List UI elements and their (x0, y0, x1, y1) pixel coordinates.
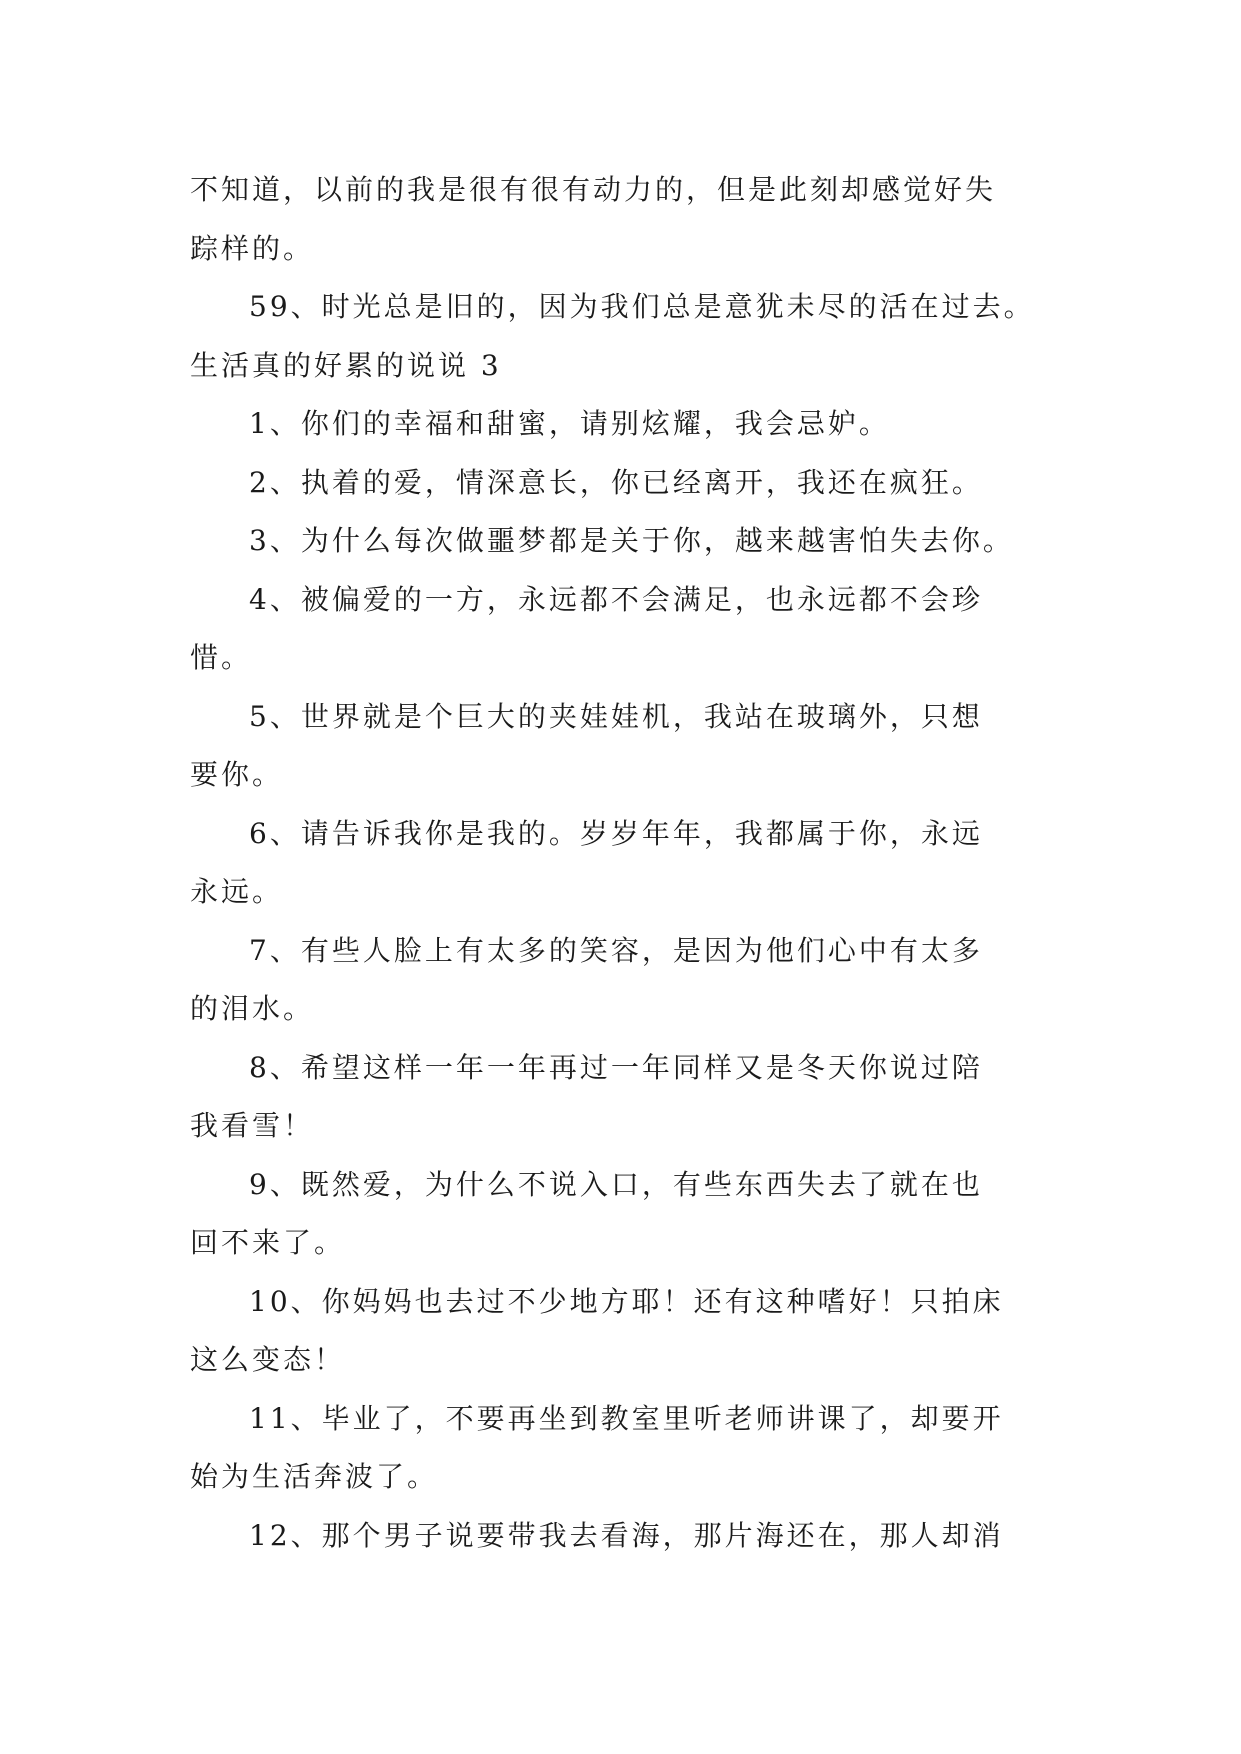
text-line: 始为生活奔波了。 (190, 1460, 439, 1493)
text-line: 7、有些人脸上有太多的笑容，是因为他们心中有太多 (249, 933, 983, 967)
text-line: 5、世界就是个巨大的夹娃娃机，我站在玻璃外，只想 (249, 699, 983, 733)
text-line: 踪样的。 (190, 231, 315, 265)
text-line: 4、被偏爱的一方，永远都不会满足，也永远都不会珍 (249, 582, 983, 616)
text-line: 9、既然爱，为什么不说入口，有些东西失去了就在也 (249, 1167, 983, 1201)
text-line: 1、你们的幸福和甜蜜，请别炫耀，我会忌妒。 (249, 407, 890, 440)
text-line: 要你。 (190, 758, 284, 791)
text-line: 回不来了。 (190, 1226, 346, 1259)
text-line: 我看雪！ (190, 1109, 315, 1142)
text-line: 8、希望这样一年一年再过一年同样又是冬天你说过陪 (249, 1050, 983, 1084)
text-line: 不知道，以前的我是很有很有动力的，但是此刻却感觉好失 (190, 173, 997, 206)
text-line: 10、你妈妈也去过不少地方耶！还有这种嗜好！只拍床 (249, 1284, 1004, 1318)
text-line: 2、执着的爱，情深意长，你已经离开，我还在疯狂。 (249, 465, 983, 499)
text-line: 6、请告诉我你是我的。岁岁年年，我都属于你，永远 (249, 816, 983, 850)
document-body (190, 161, 1070, 1565)
text-line: 这么变态！ (190, 1343, 346, 1376)
text-line: 3、为什么每次做噩梦都是关于你，越来越害怕失去你。 (249, 524, 1014, 557)
text-line: 59、时光总是旧的，因为我们总是意犹未尽的活在过去。 (249, 290, 1035, 323)
text-line: 11、毕业了，不要再坐到教室里听老师讲课了，却要开 (249, 1401, 1004, 1435)
text-line: 永远。 (190, 875, 284, 908)
text-line: 12、那个男子说要带我去看海，那片海还在，那人却消 (249, 1518, 1004, 1552)
text-line: 惜。 (190, 641, 253, 674)
section-heading: 生活真的好累的说说 3 (190, 348, 502, 382)
text-line: 的泪水。 (190, 992, 315, 1025)
